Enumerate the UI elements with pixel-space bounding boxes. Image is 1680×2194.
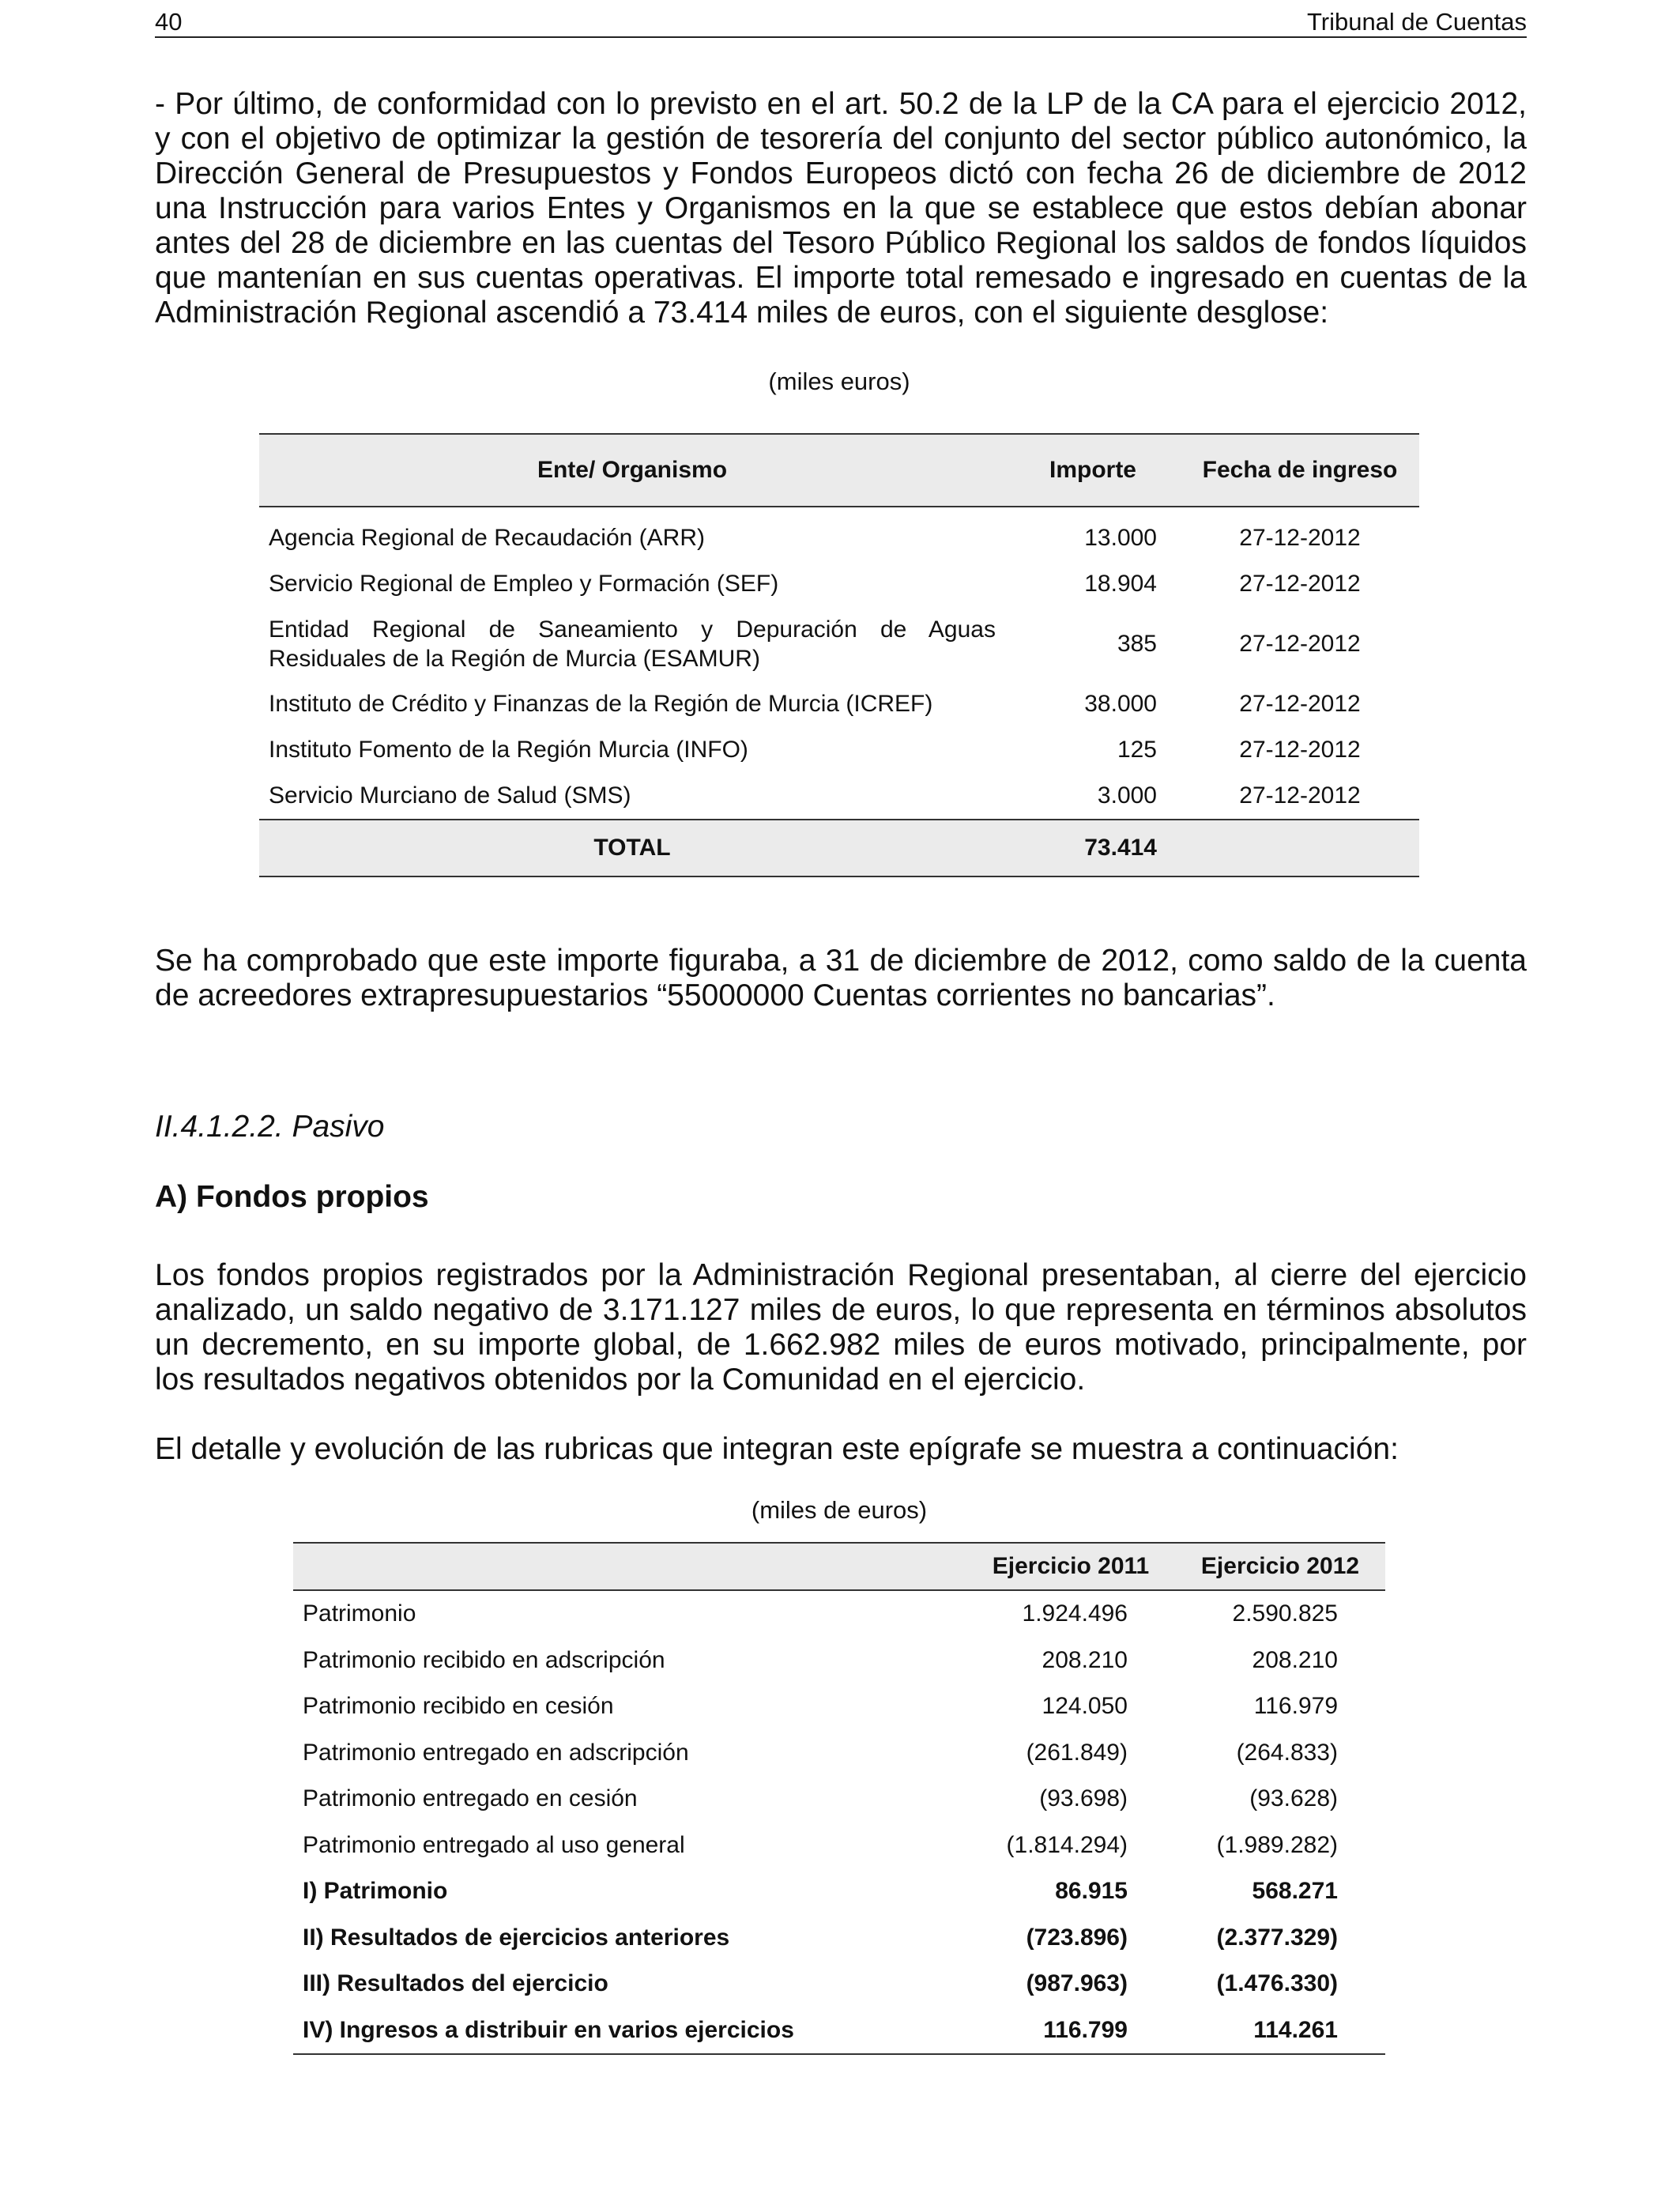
table-own-funds [293, 1542, 1385, 2055]
section-heading: II.4.1.2.2. Pasivo [155, 1110, 385, 1144]
total-amount: 73.414 [1005, 820, 1181, 876]
value-2012: (1.989.282) [1216, 1831, 1338, 1858]
date: 27-12-2012 [1239, 737, 1361, 763]
value-2012: 116.979 [1253, 1693, 1338, 1720]
text-line: analizado, un saldo negativo de 3.171.127 miles de euros, lo que representa en términos absolutos [155, 1293, 1527, 1327]
header-year-2012: Ejercicio 2012 [1175, 1543, 1385, 1590]
subsection-heading: A) Fondos propios [155, 1180, 429, 1214]
value-2011: (723.896) [1026, 1924, 1128, 1951]
header-year-2011: Ejercicio 2011 [966, 1543, 1175, 1590]
table-row-subtotal [293, 2007, 1385, 2055]
value-2011: 1.924.496 [1022, 1600, 1128, 1627]
header-blank [293, 1543, 966, 1590]
item-label: Patrimonio recibido en adscripción [303, 1646, 665, 1673]
text-line: Se ha comprobado que este importe figuraba, a 31 de diciembre de 2012, como saldo de la cuenta [155, 944, 1527, 978]
value-2012: 2.590.825 [1232, 1600, 1338, 1627]
header-date: Fecha de ingreso [1181, 434, 1419, 507]
value-2012: (264.833) [1236, 1739, 1338, 1766]
value-2012: 114.261 [1175, 2007, 1385, 2055]
table1-units: (miles euros) [768, 368, 910, 395]
table-header-row [259, 434, 1419, 507]
table-row-subtotal [293, 1961, 1385, 2007]
item-label: III) Resultados del ejercicio [303, 1970, 608, 1997]
paragraph-own-funds [155, 1258, 1527, 1397]
page-number: 40 [155, 8, 183, 36]
date: 27-12-2012 [1239, 631, 1361, 657]
table-row [293, 1776, 1385, 1823]
value-2011: 86.915 [1055, 1878, 1128, 1905]
text-line: Administración Regional ascendió a 73.414 miles de euros, con el siguiente desglose: [155, 296, 1329, 330]
item-label: Patrimonio recibido en cesión [303, 1693, 614, 1720]
text-line: y con el objetivo de optimizar la gestión de tesorería del conjunto del sector público autonómico, la [155, 122, 1527, 156]
item-label: Patrimonio entregado en adscripción [303, 1739, 689, 1766]
table-row [259, 607, 1419, 681]
value-2011: 116.799 [966, 2007, 1175, 2055]
table-row [259, 773, 1419, 820]
date: 27-12-2012 [1239, 525, 1361, 551]
value-2012: (93.628) [1249, 1785, 1338, 1812]
value-2011: (1.814.294) [1006, 1831, 1128, 1858]
table-row [293, 1730, 1385, 1777]
text-line: Los fondos propios registrados por la Administración Regional presentaban, al cierre del ejercicio [155, 1258, 1527, 1292]
text-line: - Por último, de conformidad con lo previsto en el art. 50.2 de la LP de la CA para el ejercicio 2012, [155, 87, 1527, 121]
item-label: I) Patrimonio [303, 1878, 448, 1905]
item-label: II) Resultados de ejercicios anteriores [303, 1924, 730, 1951]
date: 27-12-2012 [1239, 782, 1361, 809]
date: 27-12-2012 [1239, 571, 1361, 597]
text-line: que mantenían en sus cuentas operativas. El importe total remesado e ingresado en cuentas de la [155, 261, 1527, 295]
value-2011: 124.050 [1042, 1693, 1128, 1720]
value-2011: (93.698) [1039, 1785, 1128, 1812]
entity-name: Servicio Regional de Empleo y Formación (SEF) [269, 571, 779, 597]
table-total-row [259, 820, 1419, 876]
text-line: los resultados negativos obtenidos por la Comunidad en el ejercicio. [155, 1363, 1086, 1397]
value-2011: (987.963) [1026, 1970, 1128, 1997]
date: 27-12-2012 [1239, 691, 1361, 717]
text-line: antes del 28 de diciembre en las cuentas del Tesoro Público Regional los saldos de fondos líquidos [155, 226, 1527, 260]
entity-name: Instituto de Crédito y Finanzas de la Región de Murcia (ICREF) [269, 691, 933, 717]
table-row [293, 1823, 1385, 1869]
table-row [293, 1683, 1385, 1730]
table-row-subtotal [293, 1915, 1385, 1962]
text-line: una Instrucción para varios Entes y Organismos en la que se establece que estos debían abonar [155, 191, 1527, 225]
header-title: Tribunal de Cuentas [1306, 8, 1527, 36]
value-2012: (1.476.330) [1216, 1970, 1338, 1997]
entity-name: Entidad Regional de Saneamiento y Depuración de Aguas Residuales de la Región de Murcia (ESAMUR) [269, 616, 996, 672]
entity-name: Servicio Murciano de Salud (SMS) [269, 782, 631, 809]
table-row [293, 1638, 1385, 1684]
paragraph-treasury-instruction [155, 87, 1527, 330]
entity-name: Agencia Regional de Recaudación (ARR) [269, 525, 705, 551]
item-label: Patrimonio entregado al uso general [303, 1831, 685, 1858]
amount: 13.000 [1084, 525, 1157, 551]
value-2012: 208.210 [1252, 1646, 1338, 1673]
table-remittances [259, 433, 1419, 877]
table-row [259, 507, 1419, 561]
item-label: Patrimonio entregado en cesión [303, 1785, 638, 1812]
table2-units: (miles de euros) [751, 1496, 928, 1524]
text-line: de acreedores extrapresupuestarios “55000000 Cuentas corrientes no bancarias”. [155, 978, 1275, 1012]
paragraph-verification [155, 944, 1527, 1013]
amount: 38.000 [1084, 691, 1157, 717]
table-row [259, 681, 1419, 727]
item-label: Patrimonio [303, 1600, 416, 1627]
text-line: El detalle y evolución de las rubricas que integran este epígrafe se muestra a continuación: [155, 1432, 1399, 1466]
value-2011: 208.210 [1042, 1646, 1128, 1673]
value-2011: (261.849) [1026, 1739, 1128, 1766]
table-row [259, 727, 1419, 773]
entity-name: Instituto Fomento de la Región Murcia (INFO) [269, 737, 748, 763]
header-amount: Importe [1005, 434, 1181, 507]
amount: 18.904 [1084, 571, 1157, 597]
table-row [259, 561, 1419, 607]
amount: 3.000 [1097, 782, 1157, 809]
text-line: Dirección General de Presupuestos y Fondos Europeos dictó con fecha 26 de diciembre de 2012 [155, 156, 1527, 190]
header-entity: Ente/ Organismo [259, 434, 1005, 507]
total-empty-cell [1181, 820, 1419, 876]
table-row [293, 1590, 1385, 1638]
text-line: un decremento, en su importe global, de 1.662.982 miles de euros motivado, principalmente, por [155, 1328, 1527, 1362]
total-label: TOTAL [259, 820, 1005, 876]
amount: 125 [1117, 737, 1157, 763]
paragraph-detail-intro [155, 1432, 1527, 1467]
page-header [155, 2, 1527, 38]
value-2012: (2.377.329) [1216, 1924, 1338, 1951]
table-row-subtotal [293, 1868, 1385, 1915]
table-header-row [293, 1543, 1385, 1590]
amount: 385 [1117, 631, 1157, 657]
value-2012: 568.271 [1252, 1878, 1338, 1905]
item-label: IV) Ingresos a distribuir en varios ejercicios [293, 2007, 966, 2055]
